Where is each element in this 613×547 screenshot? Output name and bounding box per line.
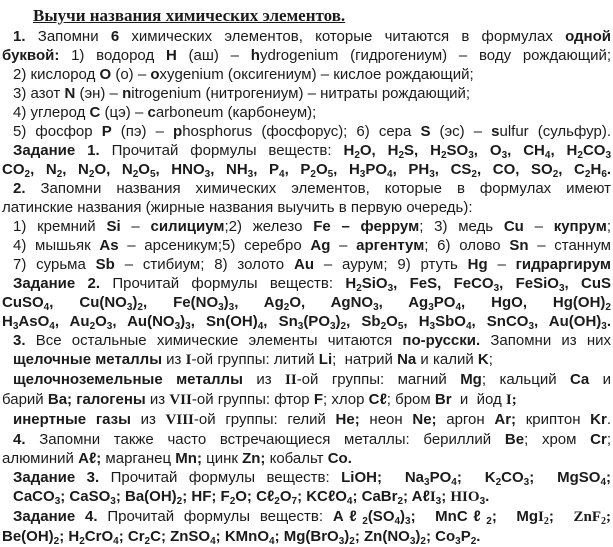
text-run: Задание 1. — [13, 142, 100, 159]
subscript: 3 — [523, 477, 530, 488]
text-run: химических элементов, которые читаются в формулах — [119, 28, 566, 45]
text-run: алюминий — [2, 450, 79, 467]
subscript: 3 — [409, 536, 416, 547]
text-line — [2, 46, 611, 65]
subscript: 3 — [387, 283, 394, 294]
text-run: N — [64, 85, 76, 102]
subscript: 2 — [176, 496, 183, 507]
text-run: из — [162, 351, 186, 368]
text-line — [2, 236, 611, 255]
text-run: неон — [359, 411, 413, 428]
text-run: Cℓ — [368, 391, 387, 408]
text-run: Br — [434, 391, 452, 408]
text-run: Запомни названия химических элементов, которые в формулах имеют — [25, 180, 611, 197]
text-run: Cu — [503, 218, 524, 235]
text-run: буквой: — [2, 47, 60, 64]
text-run: Au — [293, 256, 314, 273]
text-run: $H_3AsO_4$, $Au_2O_3$, $Au(NO_3)_3$, $Sn(OH)_4$, $Sn_3(PO_3)_2$, $Sb_2O_5$, $H_3SbO_4$, SnCO$_3$, $Au(OH)_3$. — [2, 313, 612, 332]
text-run: $CO_2$, $N_2$, $N_2O$, $N_2O_5$, $HNO_3$, $NH_3$, $P_4$, $P_2O_5$, $H_3PO_4$, $PH_3$, $CS_2$, CO, $SO_2$, $C_2H_6$. — [2, 161, 612, 180]
text-run: -ой группы: магний — [296, 371, 461, 388]
text-run: . — [606, 411, 612, 428]
text-run: силициум — [150, 218, 225, 235]
subscript: 2 — [495, 477, 502, 488]
subscript: 3 — [405, 516, 411, 527]
subscript: 2 — [229, 496, 236, 507]
subscript: 2 — [274, 496, 280, 507]
subscript: 3 — [110, 496, 116, 507]
subscript: 2 — [420, 536, 426, 547]
text-run: ; кальций — [481, 371, 571, 388]
subscript: 2 — [356, 283, 362, 294]
subscript: 4 — [346, 496, 353, 507]
subscript: 4 — [210, 536, 216, 547]
text-run: Запомни также часто встречающиеся металлы: бериллий — [25, 431, 505, 448]
subscript: 2 — [486, 516, 492, 527]
subscript: 2 — [600, 516, 606, 527]
subscript: 4 — [269, 536, 275, 547]
subscript: 5 — [397, 321, 404, 332]
subscript: 3 — [601, 321, 607, 332]
text-run: ; — [548, 508, 574, 525]
text-run: галогены — [76, 391, 146, 408]
text-run: -ой группы: гелий — [193, 411, 336, 428]
text-run: He; — [335, 411, 360, 428]
subscript: 2 — [362, 516, 368, 527]
text-run: из — [130, 411, 166, 428]
text-run: 6 — [110, 28, 120, 45]
subscript: 2 — [543, 516, 549, 527]
text-run: $H_2SiO_3$, FeS, FeCO$_3$, FeSiO$_3$, CuS — [345, 275, 611, 294]
text-run: n — [122, 85, 132, 102]
text-line — [2, 293, 611, 312]
text-run: O — [99, 66, 112, 83]
text-run: 5) фосфор — [13, 123, 102, 140]
text-run: Запомни — [25, 28, 111, 45]
text-run: Прочитай формулы веществ: — [99, 142, 344, 159]
subscript: 3 — [218, 302, 224, 313]
subscript: 4 — [544, 150, 551, 161]
subscript: 3 — [605, 150, 611, 161]
text-run: HIO — [450, 489, 480, 505]
subscript: 2 — [56, 169, 63, 180]
subscript: 2 — [53, 536, 60, 547]
text-run: Все остальные химические элементы читаются — [25, 332, 403, 349]
text-run: ; — [488, 351, 493, 368]
subscript: 2 — [349, 536, 355, 547]
text-run: I — [429, 489, 436, 505]
subscript: 2 — [397, 496, 404, 507]
text-run: Ag — [310, 237, 331, 254]
text-line — [2, 468, 611, 487]
text-run: (цэ) – — [100, 104, 148, 121]
text-run: 7) сурьма — [13, 256, 96, 273]
text-run: (аш) – — [176, 47, 251, 64]
subscript: 4 — [43, 302, 50, 313]
subscript: 3 — [435, 496, 442, 507]
text-run: Ca — [570, 371, 590, 388]
text-run: Zn; — [242, 450, 266, 467]
text-line — [2, 27, 611, 46]
text-line — [2, 350, 611, 370]
subscript: 2 — [552, 169, 559, 180]
subscript: 3 — [12, 321, 19, 332]
text-run: -ой группы: литий — [191, 351, 319, 368]
text-run: Hg — [467, 256, 488, 273]
subscript: 6 — [601, 169, 607, 180]
text-run: ; — [606, 431, 611, 448]
text-line — [2, 312, 611, 331]
text-run: (пэ) – — [111, 123, 174, 140]
text-run: 4) углерод — [13, 104, 90, 121]
subscript: 4 — [279, 169, 285, 180]
text-run: Прочитай формулы веществ: — [97, 508, 333, 525]
text-run: ;2) железо — [224, 218, 314, 235]
text-line — [2, 274, 611, 293]
text-run: P — [101, 123, 112, 140]
subscript: 2 — [470, 536, 477, 547]
text-line — [2, 141, 611, 160]
text-run: Kr — [590, 411, 607, 428]
text-run: c — [147, 104, 156, 121]
subscript: 3 — [373, 302, 379, 313]
text-run: и йод — [451, 391, 506, 408]
text-run: o — [150, 66, 160, 83]
text-run: Mn; — [175, 450, 202, 467]
text-run: ; хлор — [323, 391, 369, 408]
text-run: -ой группы: фтор — [191, 391, 314, 408]
text-run: Sb — [95, 256, 115, 273]
text-run: $_3$; — [435, 488, 451, 507]
subscript: 2 — [79, 536, 85, 547]
subscript: 2 — [605, 302, 611, 313]
subscript: 2 — [137, 302, 143, 313]
text-run: ; хром — [524, 431, 591, 448]
text-line — [2, 410, 611, 430]
text-line — [2, 487, 611, 507]
text-run: марганец — [101, 450, 176, 467]
text-run: Прочитай формулы веществ: — [100, 275, 346, 292]
document-title: Выучи названия химических элементов. — [33, 6, 346, 25]
subscript: 3 — [468, 150, 474, 161]
text-run: ; натрий — [332, 351, 398, 368]
text-run: arboneum (карбонеум); — [155, 104, 317, 121]
subscript: 7 — [291, 496, 298, 507]
text-run: Прочитай формулы веществ: — [99, 469, 342, 486]
text-run: 2. — [13, 180, 26, 197]
text-run: xygenium (оксигениум) – кислое рождающий; — [159, 66, 474, 83]
text-run: K — [477, 351, 489, 368]
subscript: 3 — [204, 169, 211, 180]
subscript: 3 — [297, 321, 304, 332]
text-line — [2, 122, 611, 141]
text-run: $A\ell_2(SO_4)_3$; MnCℓ$_2$; Mg — [332, 508, 539, 527]
text-run: Be — [504, 431, 525, 448]
text-run: CuSO$_4$, $Cu(NO_3)_2$, $Fe(NO_3)_3$, $Ag_2O$, AgNO$_3$, $Ag_3PO_4$, HgO, $Hg(OH)_2$ — [2, 294, 611, 313]
text-run: Ne; — [412, 411, 437, 428]
text-run: 2) кислород — [13, 66, 100, 83]
text-run: – — [120, 218, 151, 235]
subscript: 2 — [398, 150, 405, 161]
text-run: Sn — [509, 237, 529, 254]
subscript: 3 — [174, 321, 181, 332]
text-run: C — [89, 104, 101, 121]
subscript: 4 — [465, 321, 472, 332]
text-run: LiOH; $Na_3PO_4$; $K_2CO_3$; MgSO$_4$; — [341, 469, 611, 488]
text-run: инертные газы — [13, 411, 131, 428]
subscript: 2 — [310, 169, 316, 180]
subscript: 3 — [501, 150, 508, 161]
text-run: 1) водород — [59, 47, 166, 64]
subscript: 3 — [424, 477, 430, 488]
text-run: itrogenium (нитрогениум) – нитраты рождающий; — [131, 85, 470, 102]
text-run: по-русски. — [402, 332, 481, 349]
text-line — [2, 103, 611, 122]
text-line — [2, 390, 611, 410]
text-run: hosphorus (фосфорус); 6) сера — [182, 123, 421, 140]
text-line — [2, 507, 611, 527]
text-run: Si — [106, 218, 121, 235]
subscript: 4 — [113, 536, 119, 547]
text-run: Cr — [590, 431, 607, 448]
text-run: $_3$. — [479, 488, 490, 507]
text-run: (эн) – — [75, 85, 123, 102]
subscript: 2 — [89, 321, 96, 332]
text-run: ydrogenium (гидрогениум) – воду рождающий; — [259, 47, 611, 64]
text-run: VIII — [165, 412, 194, 428]
text-line — [2, 370, 611, 390]
text-run: – аурум; 9) ртуть — [313, 256, 468, 273]
text-run: Запомни из них — [480, 332, 612, 349]
text-run: Na — [397, 351, 417, 368]
subscript: 3 — [329, 321, 336, 332]
text-run: Задание 4. — [13, 508, 98, 525]
text-run: – — [523, 218, 554, 235]
text-run: гидраргирум — [515, 256, 611, 273]
text-run: из — [242, 371, 285, 388]
subscript: 3 — [106, 321, 113, 332]
subscript: 2 — [354, 150, 360, 161]
text-run: VII — [169, 392, 192, 408]
subscript: 3 — [558, 283, 565, 294]
subscript: 4 — [455, 302, 462, 313]
text-run: 1. — [13, 28, 26, 45]
text-run: Ar; — [494, 411, 517, 428]
text-run: латинские названия (жирные названия выучить в первую очередь): — [2, 199, 473, 216]
subscript: 4 — [387, 169, 393, 180]
text-run: F — [313, 391, 323, 408]
subscript: 2 — [283, 302, 290, 313]
text-run: – стибиум; 8) золото — [114, 256, 294, 273]
text-line — [2, 527, 611, 546]
text-run: купрум — [553, 218, 607, 235]
subscript: 4 — [451, 477, 457, 488]
text-run: Ba; — [47, 391, 73, 408]
subscript: 2 — [144, 536, 151, 547]
text-run: S — [420, 123, 431, 140]
text-line — [2, 430, 611, 449]
text-run: CaCO$_3$; CaSO$_3$; $Ba(OH)_2$; HF; $F_2O$; $C\ell_2O_7$; KCℓO$_4$; CaBr$_2$; Aℓ — [13, 488, 430, 507]
text-run: 1) кремний — [13, 218, 107, 235]
subscript: 3 — [493, 283, 500, 294]
text-run: ; бром — [386, 391, 435, 408]
subscript: 2 — [440, 150, 447, 161]
subscript: 2 — [132, 169, 139, 180]
text-run: цинк — [201, 450, 243, 467]
text-line — [2, 217, 611, 236]
text-run: – станнум — [528, 237, 611, 254]
text-run: Mg — [460, 371, 482, 388]
text-run: p — [173, 123, 183, 140]
subscript: 3 — [528, 321, 535, 332]
subscript: 4 — [600, 477, 606, 488]
text-line — [2, 65, 611, 84]
text-run: 3) азот — [13, 85, 65, 102]
text-run: из — [145, 391, 170, 408]
document-body — [2, 27, 611, 546]
text-line — [2, 331, 611, 350]
subscript: 3 — [338, 536, 345, 547]
text-run: и — [589, 371, 612, 388]
subscript: 4 — [394, 516, 401, 527]
text-run: As — [99, 237, 119, 254]
text-run: – арсеникум;5) серебро — [118, 237, 311, 254]
text-run: ZnF$_2$; — [573, 509, 611, 527]
text-run: $I_2$ — [538, 509, 549, 527]
text-run: одной — [565, 28, 611, 45]
text-run: щелочные металлы — [13, 351, 163, 368]
text-run: 3. — [13, 332, 26, 349]
subscript: 3 — [228, 302, 235, 313]
subscript: 2 — [88, 169, 95, 180]
text-run: ; 6) олово — [424, 237, 510, 254]
text-line — [2, 179, 611, 198]
text-run: барий — [2, 391, 48, 408]
text-run: – — [330, 237, 357, 254]
subscript: 2 — [340, 321, 347, 332]
text-run: кобальт — [265, 450, 328, 467]
subscript: 3 — [54, 496, 61, 507]
text-line — [2, 160, 611, 179]
text-run: $Be(OH)_2$; $H_2CrO_4$; $Cr_2C$; ZnSO$_4$; KMnO$_4$; $Mg(BrO_3)_2$; $Zn(NO_3)_2$; $Co_3P_2$. — [2, 528, 481, 547]
text-run: ; — [606, 218, 611, 235]
text-run: криптон — [516, 411, 591, 428]
text-run: (эс) – — [430, 123, 492, 140]
text-run: Aℓ; — [78, 450, 102, 467]
subscript: 5 — [149, 169, 156, 180]
subscript: 3 — [126, 302, 133, 313]
subscript: 3 — [455, 536, 461, 547]
text-run: щелочноземельные металлы — [13, 371, 243, 388]
subscript: 2 — [471, 169, 477, 180]
text-run: $H_2O$, $H_2S$, $H_2SO_3$, $O_3$, $CH_4$, $H_2CO_3$ — [343, 142, 611, 161]
subscript: 2 — [24, 169, 31, 180]
text-run: I — [185, 352, 192, 368]
subscript: 4 — [257, 321, 264, 332]
text-run: 4. — [13, 431, 26, 448]
text-run: Fe – феррум — [313, 218, 420, 235]
text-run: I; — [505, 392, 517, 408]
subscript: 5 — [327, 169, 334, 180]
subscript: 3 — [247, 169, 254, 180]
text-run: Li — [318, 351, 333, 368]
text-line — [2, 198, 611, 217]
text-run: Задание 2. — [13, 275, 101, 292]
text-run: Co. — [327, 450, 352, 467]
text-line — [2, 449, 611, 468]
text-run: 4) мышьяк — [13, 237, 100, 254]
subscript: 4 — [49, 321, 55, 332]
subscript: 3 — [185, 321, 191, 332]
text-run: II — [285, 372, 297, 388]
text-run: и калий — [416, 351, 478, 368]
text-line — [2, 84, 611, 103]
text-run: h — [250, 47, 260, 64]
subscript: 2 — [584, 169, 591, 180]
subscript: 3 — [359, 169, 366, 180]
text-run: ulfur (сульфур). — [499, 123, 611, 140]
text-run: H — [165, 47, 177, 64]
text-run: s — [491, 123, 500, 140]
subscript: 2 — [577, 150, 583, 161]
text-run: (о) – — [111, 66, 151, 83]
subscript: 3 — [479, 496, 486, 507]
subscript: 3 — [428, 302, 434, 313]
subscript: 3 — [429, 321, 436, 332]
text-run: – — [487, 256, 516, 273]
text-run: Задание 3. — [13, 469, 100, 486]
text-run: аргентум — [356, 237, 425, 254]
text-run: ; 3) медь — [419, 218, 504, 235]
subscript: 2 — [380, 321, 387, 332]
text-line — [2, 255, 611, 274]
subscript: 3 — [429, 169, 435, 180]
text-run: аргон — [436, 411, 495, 428]
